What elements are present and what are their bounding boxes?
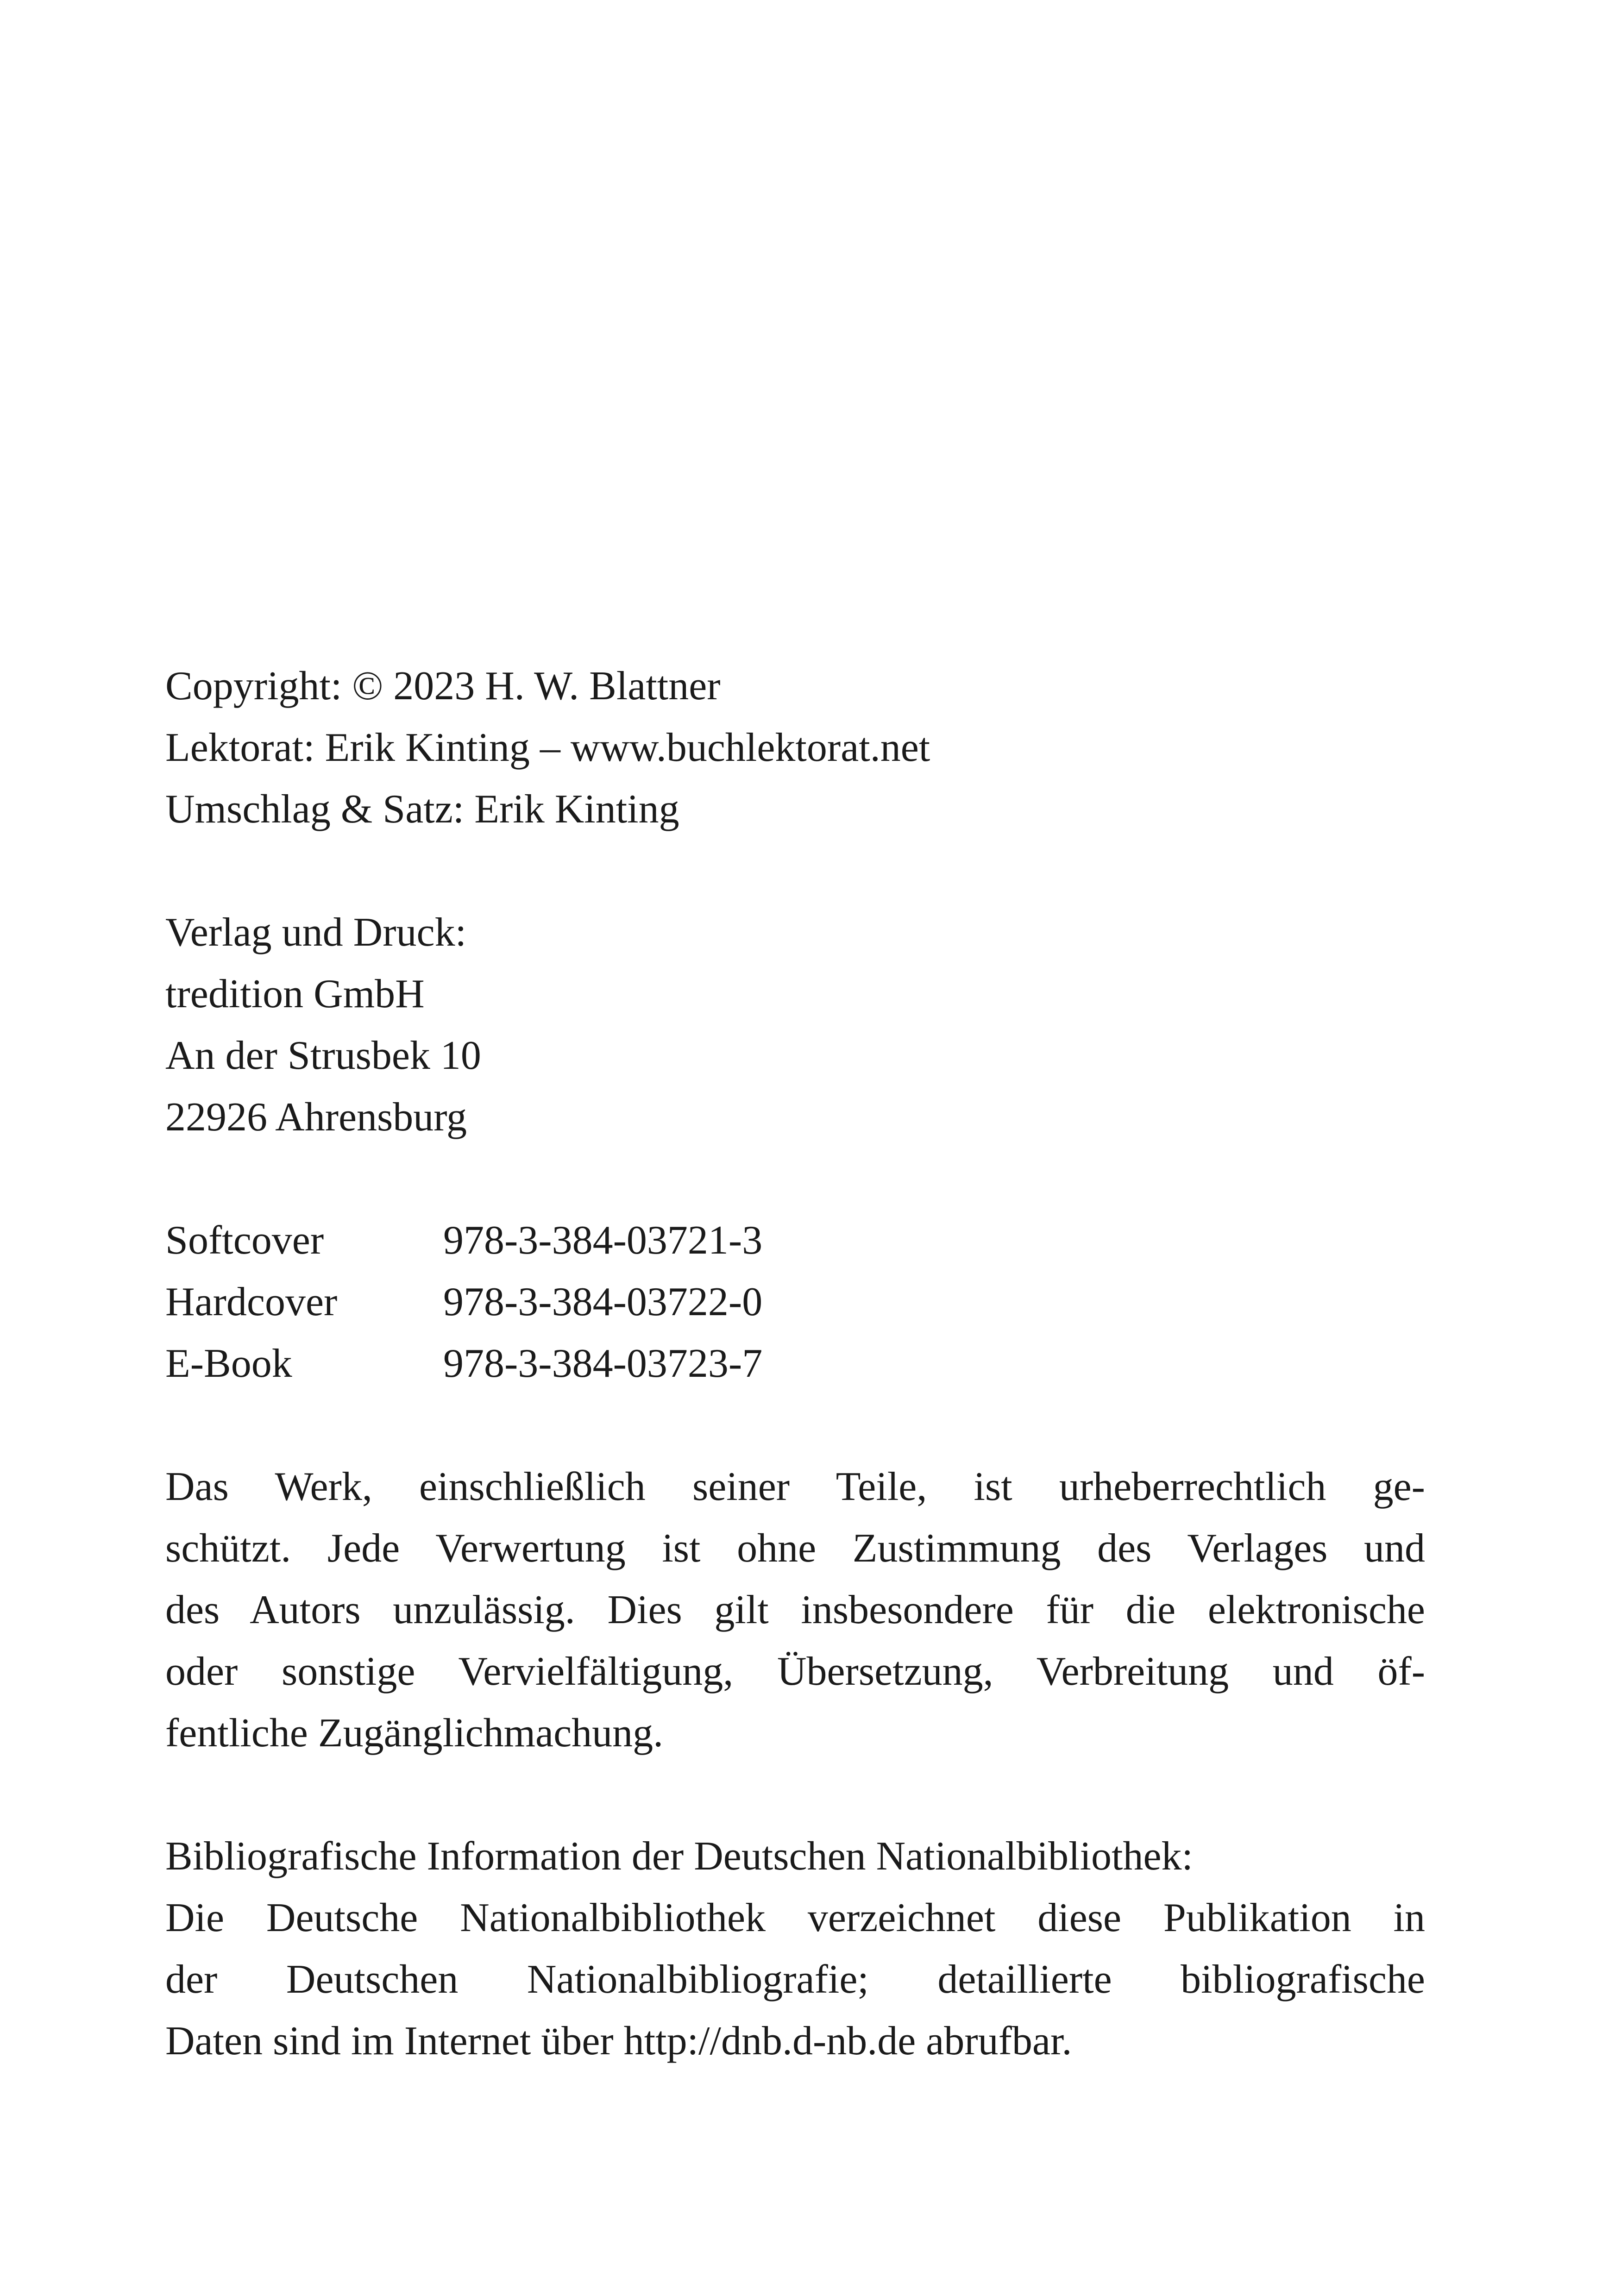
publisher-heading: Verlag und Druck:	[165, 910, 467, 955]
bibliographic-line: Die Deutsche Nationalbibliothek verzeichnet diese Publikation in	[165, 1895, 1425, 1940]
isbn-value: 978-3-384-03722-0	[443, 1280, 763, 1324]
isbn-label: E-Book	[165, 1341, 292, 1386]
isbn-label: Hardcover	[165, 1280, 338, 1324]
publisher-street: An der Strusbek 10	[165, 1033, 481, 1078]
spacer	[165, 1148, 1425, 1210]
isbn-value: 978-3-384-03721-3	[443, 1218, 763, 1263]
credits-block	[165, 655, 1425, 840]
isbn-value: 978-3-384-03723-7	[443, 1341, 763, 1386]
publisher-city: 22926 Ahrensburg	[165, 1095, 467, 1140]
editor-line: Lektorat: Erik Kinting – www.buchlektorat.net	[165, 725, 930, 770]
rights-notice-line: des Autors unzulässig. Dies gilt insbesondere für die elektronische	[165, 1587, 1425, 1632]
imprint-page	[165, 655, 1425, 2072]
rights-notice-line: Das Werk, einschließlich seiner Teile, ist urheberrechtlich ge-	[165, 1464, 1425, 1509]
isbn-row-softcover	[165, 1210, 1425, 1271]
isbn-row-ebook	[165, 1333, 1425, 1394]
spacer	[165, 840, 1425, 902]
rights-notice-paragraph	[165, 1456, 1425, 1764]
bibliographic-line: der Deutschen Nationalbibliografie; detaillierte bibliografische	[165, 1957, 1425, 2002]
spacer	[165, 1764, 1425, 1826]
isbn-block	[165, 1210, 1425, 1394]
publisher-name: tredition GmbH	[165, 972, 425, 1016]
bibliographic-paragraph	[165, 1826, 1425, 2072]
rights-notice-line: oder sonstige Vervielfältigung, Übersetzung, Verbreitung und öf-	[165, 1649, 1425, 1694]
cover-design-line: Umschlag & Satz: Erik Kinting	[165, 787, 679, 832]
copyright-line: Copyright: © 2023 H. W. Blattner	[165, 664, 721, 709]
spacer	[165, 1394, 1425, 1456]
isbn-label: Softcover	[165, 1218, 324, 1263]
bibliographic-heading: Bibliografische Information der Deutschen Nationalbibliothek:	[165, 1834, 1193, 1879]
bibliographic-line: Daten sind im Internet über http://dnb.d-nb.de abrufbar.	[165, 2019, 1072, 2064]
rights-notice-line: schützt. Jede Verwertung ist ohne Zustimmung des Verlages und	[165, 1526, 1425, 1571]
rights-notice-line: fentliche Zugänglichmachung.	[165, 1711, 664, 1756]
publisher-block	[165, 902, 1425, 1148]
isbn-row-hardcover	[165, 1271, 1425, 1333]
